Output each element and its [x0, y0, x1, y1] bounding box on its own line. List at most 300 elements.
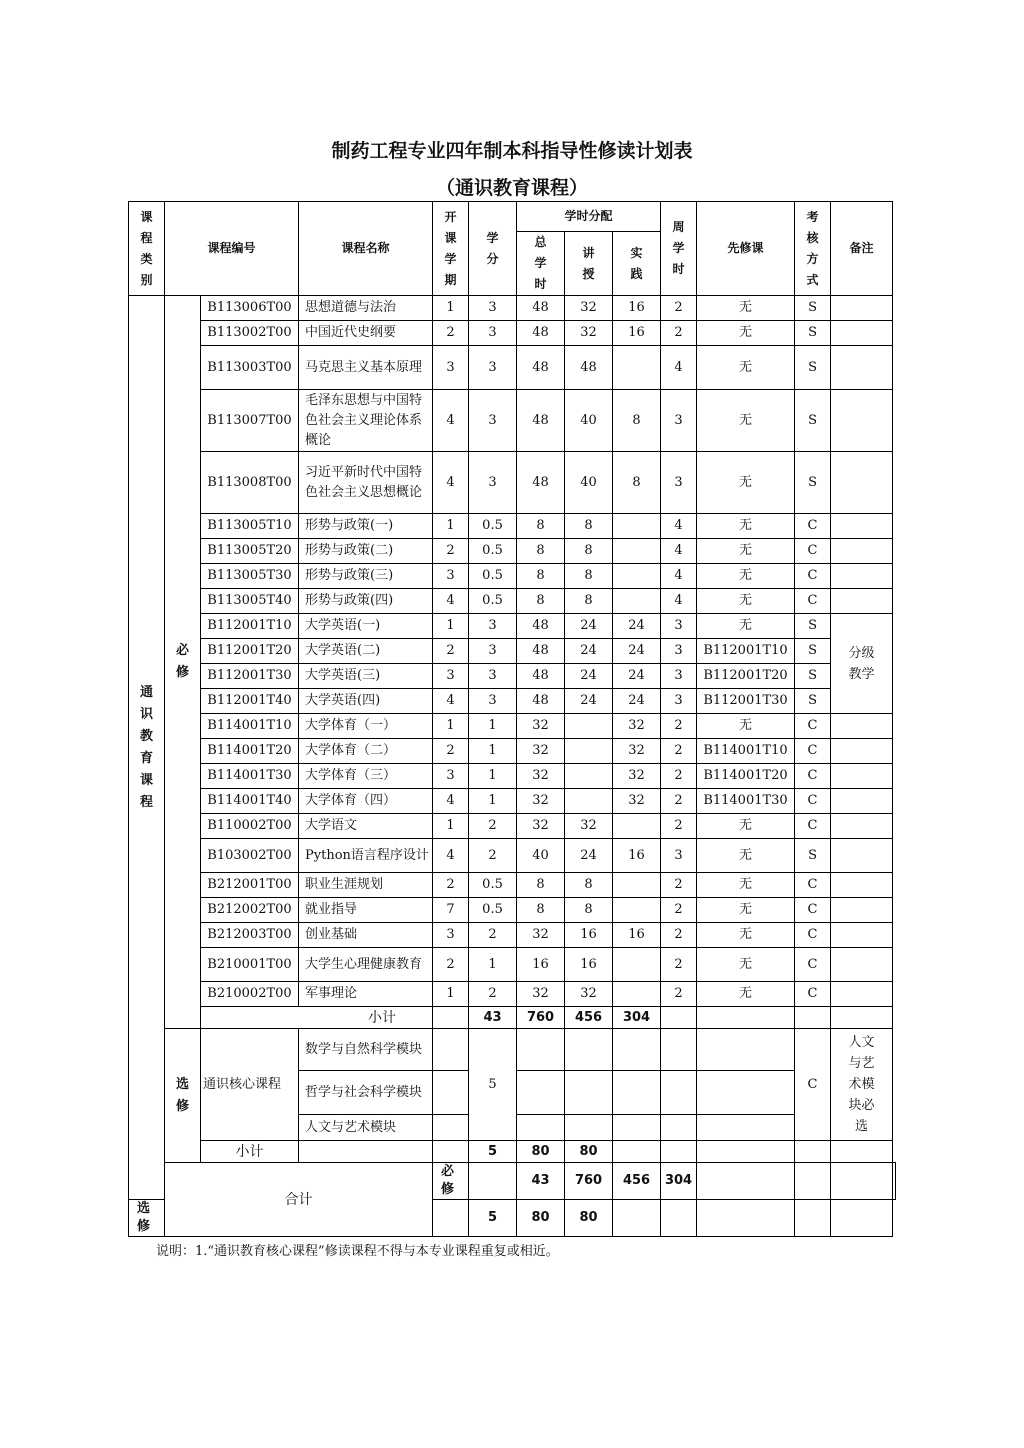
course-remark: [831, 452, 893, 514]
elective-remark: 人文 与艺 术模 块必 选: [831, 1029, 893, 1141]
course-name: Python语言程序设计: [299, 839, 433, 873]
elective-subtotal-total: 80: [517, 1141, 565, 1163]
total-required-credit: 43: [517, 1163, 565, 1200]
course-lecture-hours: 8: [565, 564, 613, 589]
course-row: [129, 346, 896, 390]
course-credit: 2: [469, 839, 517, 873]
course-practice-hours: 32: [613, 714, 661, 739]
required-subtotal-row: [129, 1007, 896, 1029]
course-practice-hours: [613, 539, 661, 564]
total-elective-label: 选修: [129, 1200, 165, 1237]
elective-weekly: [661, 1029, 697, 1071]
course-semester: 1: [433, 982, 469, 1007]
course-total-hours: 32: [517, 714, 565, 739]
course-lecture-hours: 24: [565, 839, 613, 873]
header-prerequisite: 先修课: [697, 202, 795, 296]
course-prerequisite: 无: [697, 982, 795, 1007]
course-prerequisite: B112001T20: [697, 664, 795, 689]
course-row: [129, 739, 896, 764]
course-weekly-hours: 4: [661, 589, 697, 614]
elective-total: [517, 1029, 565, 1071]
course-assessment: S: [795, 321, 831, 346]
header-code: 课程编号: [165, 202, 299, 296]
elective-semester: [433, 1115, 469, 1141]
total-empty: [795, 1200, 831, 1237]
subtotal-empty: [697, 1141, 795, 1163]
course-assessment: S: [795, 664, 831, 689]
course-row: [129, 564, 896, 589]
course-prerequisite: 无: [697, 452, 795, 514]
course-total-hours: 8: [517, 873, 565, 898]
course-name: 形势与政策(二): [299, 539, 433, 564]
course-credit: 3: [469, 614, 517, 639]
course-prerequisite: B114001T10: [697, 739, 795, 764]
total-empty: [893, 1163, 896, 1200]
course-code: B212001T00: [201, 873, 299, 898]
required-subtotal-total: 760: [517, 1007, 565, 1029]
course-code: B113005T40: [201, 589, 299, 614]
course-total-hours: 48: [517, 614, 565, 639]
course-name: 大学体育（一）: [299, 714, 433, 739]
course-assessment: S: [795, 346, 831, 390]
course-code: B210002T00: [201, 982, 299, 1007]
course-practice-hours: 16: [613, 296, 661, 321]
elective-credit: 5: [469, 1029, 517, 1141]
course-row: [129, 664, 896, 689]
course-assessment: C: [795, 714, 831, 739]
course-code: B212003T00: [201, 923, 299, 948]
course-total-hours: 32: [517, 789, 565, 814]
course-semester: 1: [433, 814, 469, 839]
course-prerequisite: 无: [697, 714, 795, 739]
elective-lecture: [565, 1071, 613, 1115]
course-semester: 1: [433, 514, 469, 539]
course-semester: 4: [433, 452, 469, 514]
course-semester: 3: [433, 923, 469, 948]
course-weekly-hours: 4: [661, 346, 697, 390]
type-elective: 选 修: [165, 1029, 201, 1163]
course-semester: 4: [433, 390, 469, 452]
course-assessment: S: [795, 639, 831, 664]
course-remark: [831, 539, 893, 564]
elective-lecture: [565, 1029, 613, 1071]
course-semester: 2: [433, 321, 469, 346]
course-name: 大学生心理健康教育: [299, 948, 433, 982]
course-lecture-hours: 24: [565, 639, 613, 664]
category-general-education: 通 识 教 育 课 程: [129, 296, 165, 1200]
subtotal-empty: [697, 1007, 795, 1029]
course-weekly-hours: 3: [661, 664, 697, 689]
course-total-hours: 48: [517, 296, 565, 321]
course-remark: [831, 346, 893, 390]
course-lecture-hours: 32: [565, 321, 613, 346]
course-remark: [831, 839, 893, 873]
course-assessment: C: [795, 948, 831, 982]
course-row: [129, 296, 896, 321]
course-row: [129, 689, 896, 714]
course-lecture-hours: 8: [565, 873, 613, 898]
course-assessment: C: [795, 739, 831, 764]
course-semester: 1: [433, 614, 469, 639]
course-practice-hours: 8: [613, 452, 661, 514]
course-code: B113005T10: [201, 514, 299, 539]
elective-group: 通识核心课程: [201, 1029, 299, 1141]
course-name: 形势与政策(三): [299, 564, 433, 589]
course-remark: [831, 923, 893, 948]
english-remark: 分级 教学: [831, 614, 893, 714]
course-prerequisite: 无: [697, 390, 795, 452]
course-code: B112001T30: [201, 664, 299, 689]
course-prerequisite: 无: [697, 296, 795, 321]
header-credit: 学 分: [469, 202, 517, 296]
course-weekly-hours: 2: [661, 789, 697, 814]
course-credit: 1: [469, 789, 517, 814]
elective-module-name: 人文与艺术模块: [299, 1115, 433, 1141]
course-name: 形势与政策(四): [299, 589, 433, 614]
course-name: 中国近代史纲要: [299, 321, 433, 346]
course-practice-hours: [613, 898, 661, 923]
elective-practice: [613, 1071, 661, 1115]
subtotal-empty: [661, 1141, 697, 1163]
course-assessment: C: [795, 923, 831, 948]
course-assessment: S: [795, 614, 831, 639]
course-weekly-hours: 2: [661, 814, 697, 839]
course-total-hours: 8: [517, 514, 565, 539]
course-weekly-hours: 2: [661, 739, 697, 764]
course-semester: 3: [433, 564, 469, 589]
course-row: [129, 764, 896, 789]
course-remark: [831, 739, 893, 764]
course-prerequisite: 无: [697, 321, 795, 346]
course-code: B114001T10: [201, 714, 299, 739]
course-lecture-hours: 24: [565, 689, 613, 714]
course-code: B114001T40: [201, 789, 299, 814]
course-semester: 4: [433, 589, 469, 614]
course-prerequisite: 无: [697, 514, 795, 539]
course-row: [129, 390, 896, 452]
course-credit: 3: [469, 639, 517, 664]
course-code: B113003T00: [201, 346, 299, 390]
course-prerequisite: B114001T30: [697, 789, 795, 814]
course-credit: 0.5: [469, 514, 517, 539]
course-credit: 3: [469, 346, 517, 390]
course-credit: 0.5: [469, 564, 517, 589]
course-row: [129, 948, 896, 982]
course-weekly-hours: 2: [661, 764, 697, 789]
course-practice-hours: [613, 982, 661, 1007]
course-weekly-hours: 2: [661, 923, 697, 948]
course-semester: 4: [433, 789, 469, 814]
course-name: 职业生涯规划: [299, 873, 433, 898]
course-credit: 1: [469, 714, 517, 739]
course-total-hours: 8: [517, 564, 565, 589]
course-lecture-hours: 32: [565, 982, 613, 1007]
required-subtotal-credit: 43: [469, 1007, 517, 1029]
course-prerequisite: 无: [697, 948, 795, 982]
course-credit: 3: [469, 296, 517, 321]
course-semester: 2: [433, 639, 469, 664]
course-weekly-hours: 2: [661, 873, 697, 898]
total-required-row: [129, 1163, 896, 1200]
course-total-hours: 48: [517, 639, 565, 664]
course-assessment: C: [795, 898, 831, 923]
course-weekly-hours: 3: [661, 614, 697, 639]
course-practice-hours: [613, 514, 661, 539]
elective-total: [517, 1071, 565, 1115]
course-lecture-hours: [565, 764, 613, 789]
course-lecture-hours: 24: [565, 614, 613, 639]
header-lecture-hours: 讲 授: [565, 232, 613, 296]
course-name: 大学英语(一): [299, 614, 433, 639]
course-credit: 2: [469, 814, 517, 839]
course-semester: 2: [433, 539, 469, 564]
course-code: B112001T40: [201, 689, 299, 714]
header-hours-allocation: 学时分配: [517, 202, 661, 232]
course-row: [129, 514, 896, 539]
total-required-label: 必修: [433, 1163, 469, 1200]
course-semester: 2: [433, 739, 469, 764]
course-code: B114001T20: [201, 739, 299, 764]
course-credit: 0.5: [469, 898, 517, 923]
elective-prereq: [697, 1115, 795, 1141]
course-practice-hours: 32: [613, 739, 661, 764]
course-assessment: S: [795, 452, 831, 514]
course-code: B113002T00: [201, 321, 299, 346]
elective-prereq: [697, 1029, 795, 1071]
course-credit: 3: [469, 689, 517, 714]
subtotal-empty: [795, 1141, 831, 1163]
course-practice-hours: [613, 948, 661, 982]
course-practice-hours: 24: [613, 614, 661, 639]
course-prerequisite: B112001T30: [697, 689, 795, 714]
footnote: 说明：1.“通识教育核心课程”修读课程不得与本专业课程重复或相近。: [156, 1244, 559, 1259]
course-remark: [831, 564, 893, 589]
course-name: 大学英语(二): [299, 639, 433, 664]
course-assessment: C: [795, 982, 831, 1007]
course-weekly-hours: 2: [661, 296, 697, 321]
course-code: B113007T00: [201, 390, 299, 452]
course-code: B113008T00: [201, 452, 299, 514]
course-total-hours: 32: [517, 764, 565, 789]
course-remark: [831, 589, 893, 614]
elective-subtotal-lecture: 80: [565, 1141, 613, 1163]
course-remark: [831, 948, 893, 982]
course-practice-hours: 16: [613, 839, 661, 873]
course-total-hours: 8: [517, 589, 565, 614]
course-weekly-hours: 4: [661, 564, 697, 589]
course-row: [129, 452, 896, 514]
course-weekly-hours: 2: [661, 982, 697, 1007]
course-code: B114001T30: [201, 764, 299, 789]
course-assessment: C: [795, 873, 831, 898]
course-practice-hours: 8: [613, 390, 661, 452]
course-code: B103002T00: [201, 839, 299, 873]
elective-module-name: 数学与自然科学模块: [299, 1029, 433, 1071]
course-semester: 3: [433, 664, 469, 689]
elective-subtotal-row: [129, 1141, 896, 1163]
course-prerequisite: B112001T10: [697, 639, 795, 664]
course-lecture-hours: 8: [565, 898, 613, 923]
curriculum-table: [128, 201, 896, 1237]
course-weekly-hours: 4: [661, 514, 697, 539]
course-total-hours: 48: [517, 321, 565, 346]
course-assessment: C: [795, 514, 831, 539]
total-elective-lecture: 80: [565, 1200, 613, 1237]
course-assessment: C: [795, 764, 831, 789]
course-code: B110002T00: [201, 814, 299, 839]
course-name: 军事理论: [299, 982, 433, 1007]
header-assessment: 考 核 方 式: [795, 202, 831, 296]
course-credit: 0.5: [469, 589, 517, 614]
required-subtotal-lecture: 456: [565, 1007, 613, 1029]
course-practice-hours: [613, 873, 661, 898]
course-prerequisite: 无: [697, 614, 795, 639]
document-title: 制药工程专业四年制本科指导性修读计划表: [331, 140, 693, 162]
course-assessment: C: [795, 814, 831, 839]
course-weekly-hours: 2: [661, 898, 697, 923]
course-practice-hours: 16: [613, 923, 661, 948]
course-credit: 1: [469, 739, 517, 764]
course-weekly-hours: 3: [661, 452, 697, 514]
total-empty: [661, 1200, 697, 1237]
course-code: B210001T00: [201, 948, 299, 982]
course-row: [129, 873, 896, 898]
course-remark: [831, 814, 893, 839]
course-name: 习近平新时代中国特色社会主义思想概论: [299, 452, 433, 514]
elective-semester: [433, 1029, 469, 1071]
course-code: B112001T10: [201, 614, 299, 639]
course-total-hours: 8: [517, 898, 565, 923]
course-name: 毛泽东思想与中国特色社会主义理论体系概论: [299, 390, 433, 452]
course-name: 形势与政策(一): [299, 514, 433, 539]
course-credit: 3: [469, 664, 517, 689]
course-name: 大学语文: [299, 814, 433, 839]
course-prerequisite: 无: [697, 923, 795, 948]
header-practice-hours: 实 践: [613, 232, 661, 296]
course-lecture-hours: 8: [565, 514, 613, 539]
course-prerequisite: B114001T20: [697, 764, 795, 789]
header-semester: 开 课 学 期: [433, 202, 469, 296]
total-elective-credit: 5: [469, 1200, 517, 1237]
course-code: B113005T20: [201, 539, 299, 564]
course-lecture-hours: 32: [565, 296, 613, 321]
total-empty: [697, 1163, 795, 1200]
total-required-hours: 760: [565, 1163, 613, 1200]
course-credit: 1: [469, 948, 517, 982]
subtotal-name: [299, 1141, 433, 1163]
total-empty: [697, 1200, 795, 1237]
header-weekly-hours: 周 学 时: [661, 202, 697, 296]
course-remark: [831, 321, 893, 346]
course-semester: 7: [433, 898, 469, 923]
elective-weekly: [661, 1115, 697, 1141]
course-lecture-hours: [565, 789, 613, 814]
course-total-hours: 48: [517, 346, 565, 390]
subtotal-empty: [613, 1141, 661, 1163]
course-weekly-hours: 2: [661, 321, 697, 346]
subtotal-empty: [831, 1007, 893, 1029]
course-practice-hours: 32: [613, 764, 661, 789]
course-semester: 2: [433, 873, 469, 898]
elective-subtotal-credit: 5: [469, 1141, 517, 1163]
course-weekly-hours: 4: [661, 539, 697, 564]
elective-prereq: [697, 1071, 795, 1115]
course-prerequisite: 无: [697, 898, 795, 923]
course-code: B112001T20: [201, 639, 299, 664]
course-practice-hours: 24: [613, 689, 661, 714]
elective-practice: [613, 1029, 661, 1071]
course-row: [129, 714, 896, 739]
total-empty: [795, 1163, 831, 1200]
course-name: 大学英语(四): [299, 689, 433, 714]
course-remark: [831, 898, 893, 923]
course-semester: 1: [433, 714, 469, 739]
course-lecture-hours: [565, 714, 613, 739]
course-assessment: C: [795, 564, 831, 589]
total-required-lecture: 456: [613, 1163, 661, 1200]
course-weekly-hours: 2: [661, 948, 697, 982]
elective-semester: [433, 1071, 469, 1115]
course-assessment: C: [795, 789, 831, 814]
total-empty: [831, 1200, 893, 1237]
course-practice-hours: 16: [613, 321, 661, 346]
elective-lecture: [565, 1115, 613, 1141]
course-total-hours: 48: [517, 664, 565, 689]
subtotal-empty: [795, 1007, 831, 1029]
course-remark: [831, 764, 893, 789]
elective-assessment: C: [795, 1029, 831, 1141]
type-required: 必 修: [165, 296, 201, 1029]
elective-total: [517, 1115, 565, 1141]
course-practice-hours: 32: [613, 789, 661, 814]
course-prerequisite: 无: [697, 589, 795, 614]
course-lecture-hours: 24: [565, 664, 613, 689]
course-credit: 0.5: [469, 539, 517, 564]
course-total-hours: 40: [517, 839, 565, 873]
course-semester: 1: [433, 296, 469, 321]
course-practice-hours: 24: [613, 664, 661, 689]
course-row: [129, 789, 896, 814]
course-semester: 4: [433, 839, 469, 873]
elective-weekly: [661, 1071, 697, 1115]
required-subtotal-label: 小计: [201, 1007, 433, 1029]
course-practice-hours: [613, 814, 661, 839]
course-practice-hours: [613, 346, 661, 390]
course-weekly-hours: 3: [661, 839, 697, 873]
course-lecture-hours: 8: [565, 539, 613, 564]
course-lecture-hours: 16: [565, 948, 613, 982]
course-assessment: C: [795, 589, 831, 614]
course-total-hours: 32: [517, 739, 565, 764]
course-name: 大学英语(三): [299, 664, 433, 689]
course-prerequisite: 无: [697, 346, 795, 390]
course-lecture-hours: 16: [565, 923, 613, 948]
elective-module-name: 哲学与社会科学模块: [299, 1071, 433, 1115]
course-remark: [831, 390, 893, 452]
course-name: 马克思主义基本原理: [299, 346, 433, 390]
course-row: [129, 839, 896, 873]
course-semester: 4: [433, 689, 469, 714]
course-lecture-hours: 40: [565, 452, 613, 514]
course-row: [129, 814, 896, 839]
course-row: [129, 982, 896, 1007]
course-assessment: C: [795, 539, 831, 564]
course-total-hours: 32: [517, 814, 565, 839]
course-remark: [831, 873, 893, 898]
course-assessment: S: [795, 839, 831, 873]
course-credit: 2: [469, 923, 517, 948]
course-practice-hours: [613, 564, 661, 589]
